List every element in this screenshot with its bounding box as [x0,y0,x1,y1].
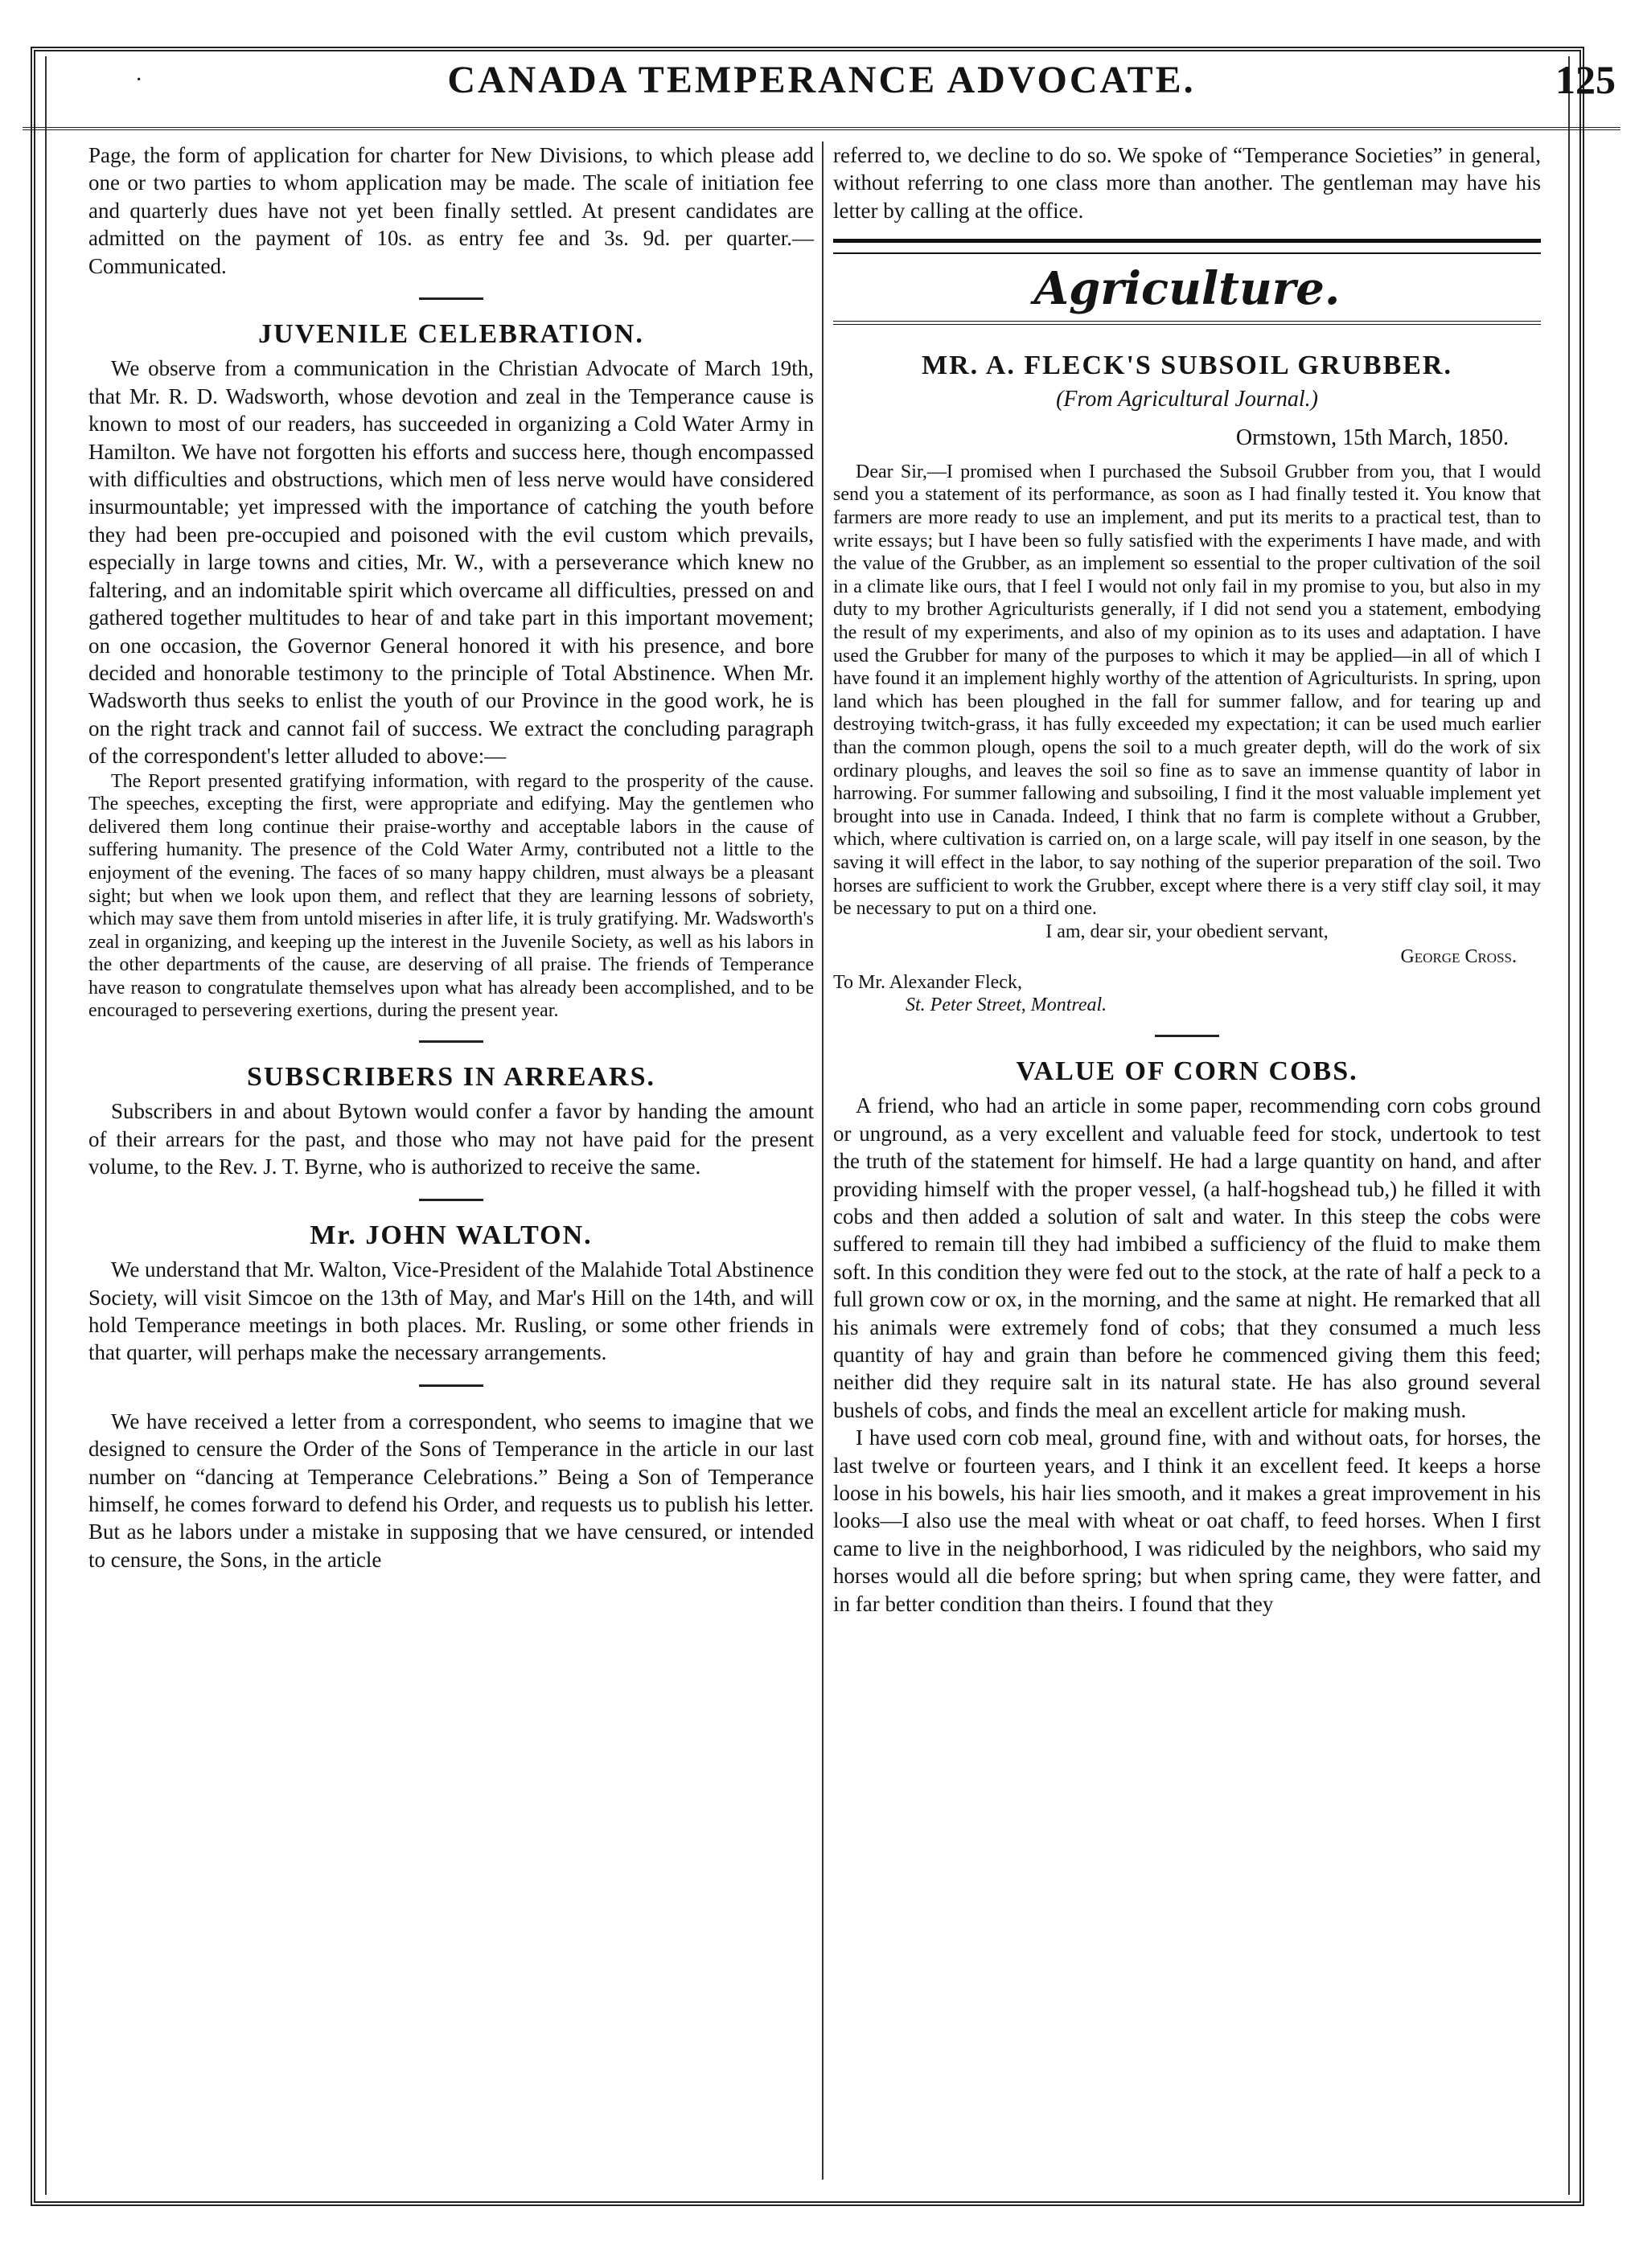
grubber-address-line-2: St. Peter Street, Montreal. [906,995,1107,1016]
section-rule [419,297,483,300]
page-number: 125 [1555,57,1616,102]
newspaper-title: CANADA TEMPERANCE ADVOCATE. [447,59,1196,101]
corn-cobs-paragraph-1: A friend, who had an article in some paper, recommending corn cobs ground or unground, as a very excellent and valuable feed for stock, undertook to test the truth of the statement for himself. He had a large quantity on hand, and after providing himself with the proper vessel, (a half-hogshead tub,) he filled it with cobs and then added a solution of salt and water. In this steep the cobs were suffered to remain till they had imbibed a sufficiency of the fluid to make them soft. In this condition they were fed out to the stock, at the rate of half a peck to a full grown cow or ox, in the morning, and the same at night. He remarked that all his animals were extremely fond of cobs; that they consumed a much less quantity of hay and grain than before he commenced giving them this feed; neither did they require salt in its natural state. He has also ground several bushels of cobs, and finds the meal an excellent article for making mush. [833,1093,1541,1422]
john-walton-body: We understand that Mr. Walton, Vice-President of the Malahide Total Abstinence Society, will visit Simcoe on the 13th of May, and Mar's Hill on the 14th, and will hold Temperance meetings in both places. Mr. Rusling, or some other friends in that quarter, will perhaps make the necessary arrangements. [88,1257,814,1365]
left-column [88,141,814,1573]
juvenile-celebration-quote: The Report presented gratifying information, with regard to the prosperity of the cause. The speeches, excepting the first, were appropriate and edifying. May the gentlemen who delivered them long continue their praise-worthy and acceptable labors in the cause of suffering humanity. The presence of the Cold Water Army, contributed not a little to the enjoyment of the evening. The faces of so many happy children, must always be a pleasant sight; but when we look upon them, and reflect that they are learning lessons of sobriety, which may save them from untold miseries in after life, it is truly gratifying. Mr. Wadsworth's zeal in organizing, and keeping up the interest in the Juvenile Society, as well as his labors in the other departments of the cause, are deserving of all praise. The friends of Temperance have reason to congratulate themselves upon what has already been accomplished, and to be encouraged to persevering exertions, during the present year. [88,770,814,1022]
heavy-rule [833,239,1541,254]
grubber-signature: George Cross. [1400,946,1517,968]
continued-paragraph: referred to, we decline to do so. We spoke of “Temperance Societies” in general, without referring to one class more than another. The gentleman may have his letter by calling at the office. [833,143,1541,223]
right-column [833,141,1541,1618]
column-divider [822,141,824,2180]
corn-cobs-paragraph-2: I have used corn cob meal, ground fine, with and without oats, for horses, the last twelve or fourteen years, and I think it an excellent feed. It keeps a horse loose in his bowels, his hair lies smooth, and it makes a great improvement in his looks—I also use the meal with wheat or oat chaff, to feed horses. When I first came to live in the neighborhood, I was ridiculed by the neighbors, who said my horses would all die before spring; but when spring came, they were fatter, and in far better condition than theirs. I found that they [833,1425,1541,1616]
juvenile-celebration-body: We observe from a communication in the Christian Advocate of March 19th, that Mr. R. D. Wadsworth, whose devotion and zeal in the Temperance cause is known to most of our readers, has succeeded in organizing a Cold Water Army in Hamilton. We have not forgotten his efforts and success here, though encompassed with difficulties and obstructions, which men of less nerve would have considered insurmountable; yet impressed with the importance of catching the youth before they had been pre-occupied and poisoned with the evil custom which prevails, especially in large towns and cities, Mr. W., with a perseverance which knew no faltering, and an indomitable spirit which overcame all difficulties, pressed on and gathered together multitudes to hear of and take part in this important movement; on one occasion, the Governor General honored it with his presence, and bore decided and honorable testimony to the principle of Total Abstinence. When Mr. Wadsworth thus seeks to enlist the youth of our Province in the good work, he is on the right track and cannot fail of success. We extract the concluding paragraph of the correspondent's letter alluded to above:— [88,356,814,769]
header-ornament: · [135,68,143,92]
agriculture-section-title: Agriculture. [1033,262,1341,316]
section-rule [1155,1035,1219,1037]
grubber-closing: I am, dear sir, your obedient servant, [1045,921,1329,942]
correspondent-letter-body: We have received a letter from a correspondent, who seems to imagine that we designed to censure the Order of the Sons of Temperance in the article in our last number on “dancing at Temperance Celebrations.” Being a Son of Temperance himself, he comes forward to defend his Order, and requests us to publish his letter. But as he labors under a mistake in supposing that we have censured, or intended to censure, the Sons, in the article [88,1409,814,1572]
subsoil-grubber-heading: MR. A. FLECK'S SUBSOIL GRUBBER. [922,350,1452,380]
section-rule [419,1199,483,1201]
subscribers-arrears-body: Subscribers in and about Bytown would confer a favor by handing the amount of their arrears for the past, and those who may not have paid for the present volume, to the Rev. J. T. Byrne, who is authorized to receive the same. [88,1099,814,1179]
section-rule [419,1384,483,1387]
corn-cobs-heading: VALUE OF CORN COBS. [1016,1056,1358,1086]
subscribers-arrears-heading: SUBSCRIBERS IN ARREARS. [247,1062,655,1093]
grubber-dateline: Ormstown, 15th March, 1850. [1235,425,1509,451]
juvenile-celebration-heading: JUVENILE CELEBRATION. [258,319,644,350]
section-rule [419,1040,483,1043]
double-rule [833,321,1541,325]
john-walton-heading: Mr. JOHN WALTON. [310,1220,593,1250]
page-header [23,37,1620,130]
grubber-address-line-1: To Mr. Alexander Fleck, [833,971,1022,993]
grubber-source: (From Agricultural Journal.) [1056,387,1318,412]
intro-paragraph: Page, the form of application for charter for New Divisions, to which please add one or two parties to whom application may be made. The scale of initiation fee and quarterly dues have not yet been finally settled. At present candidates are admitted on the payment of 10s. as entry fee and 3s. 9d. per quarter.—Communicated. [88,143,814,278]
grubber-letter-body: Dear Sir,—I promised when I purchased the Subsoil Grubber from you, that I would send you a statement of its performance, as soon as I had finally tested it. You know that farmers are more ready to use an implement, and put its merits to a practical test, than to write essays; but I have been so fully satisfied with the experiments I have made, and with the value of the Grubber, as an implement so essential to the proper cultivation of the soil in a climate like ours, that I feel I would not only fail in my promise to you, but also in my duty to my brother Agriculturists generally, if I did not send you a statement, embodying the result of my experiments, and also of my opinion as to its uses and adaptation. I have used the Grubber for many of the purposes to which it may be applied—in all of which I have found it an implement highly worthy of the attention of Agriculturists. In spring, upon land which has been ploughed in the fall for summer fallow, and for tearing up and destroying twitch-grass, it has fully exceeded my expectation; it can be used much earlier than the common plough, opens the soil to a much greater depth, will do the work of six ordinary ploughs, and leaves the soil so fine as to save an immense quantity of labor in harrowing. For summer fallowing and subsoiling, I find it the most valuable implement yet brought into use in Canada. Indeed, I think that no farm is complete without a Grubber, which, where cultivation is carried on, on a large scale, will pay itself in one season, by the saving it will effect in the labor, to say nothing of the superior preparation of the soil. Two horses are sufficient to work the Grubber, except where there is a very stiff clay soil, it may be necessary to put on a third one. [833,461,1541,920]
